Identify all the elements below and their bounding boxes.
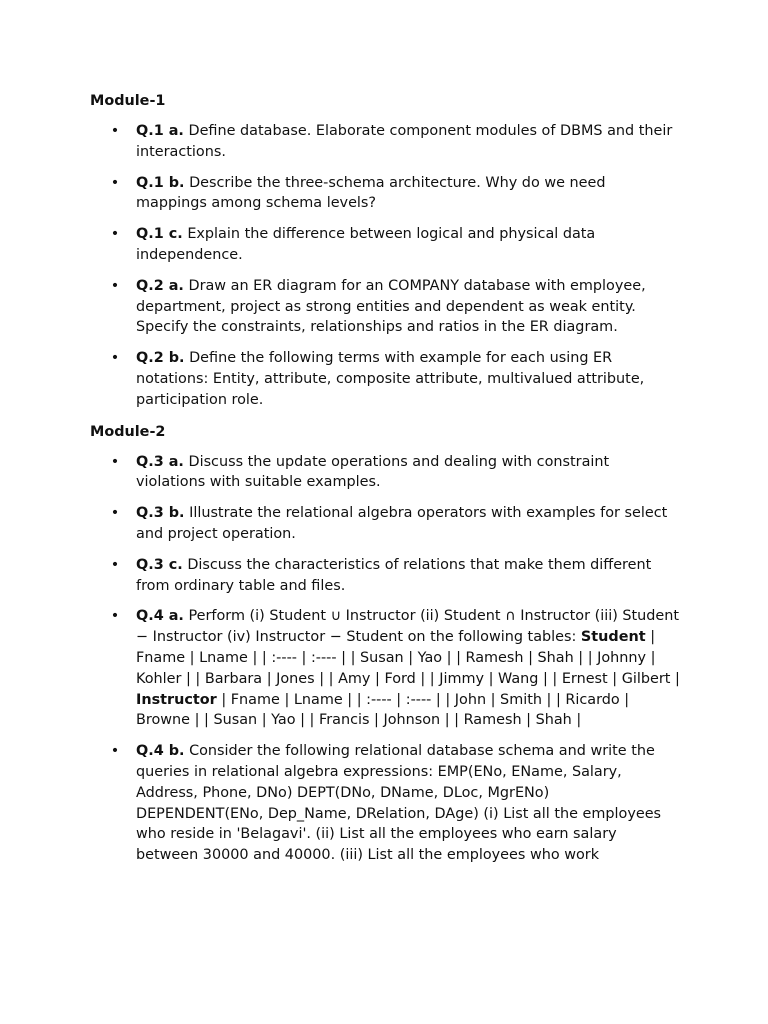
question-id: Q.4 b.: [136, 743, 185, 760]
question-item-q2b: [90, 348, 680, 410]
bullet-icon: •: [110, 743, 120, 760]
question-id: Q.1 b.: [136, 174, 185, 191]
question-text: Define database. Elaborate component modules of DBMS and their interactions.: [136, 123, 673, 160]
question-text: Describe the three-schema architecture. Why do we need mappings among schema levels?: [136, 174, 606, 212]
question-list: [90, 452, 680, 866]
module-1-section: [90, 90, 680, 411]
question-text: Explain the difference between logical and physical data independence.: [136, 226, 596, 263]
question-id: Q.4 a.: [136, 608, 184, 625]
question-text: Discuss the characteristics of relations that make them different from ordinary table and files.: [136, 556, 652, 594]
bullet-icon: •: [110, 556, 120, 573]
question-list: [90, 121, 680, 411]
question-item-q1a: [90, 121, 680, 163]
module-heading: Module-2: [90, 423, 166, 440]
bullet-icon: •: [110, 505, 120, 522]
document-page: [90, 90, 680, 876]
question-item-q3b: [90, 503, 680, 545]
question-text: Consider the following relational database schema and write the queries in relational algebra expressions: EMP(ENo, EName, Salary, Address, Phone, DNo) DEPT(DNo, DName, DLoc, MgrENo) DEPENDENT(ENo, Dep_Name, DRelation, DAge) (i) List all the employees who reside in 'Belagavi'. (ii) List all the employees who earn salary between 30000 and 40000. (iii) List all the employees who work: [136, 743, 662, 864]
bullet-icon: •: [110, 453, 120, 470]
question-id: Q.3 b.: [136, 505, 185, 522]
bullet-icon: •: [110, 350, 120, 367]
question-text: Illustrate the relational algebra operators with examples for select and project operation.: [136, 505, 668, 542]
question-item-q3a: [90, 452, 680, 494]
bullet-icon: •: [110, 277, 120, 294]
question-text: Discuss the update operations and dealing with constraint violations with suitable examples.: [136, 453, 610, 491]
instructor-table-text: | Fname | Lname | | :---- | :---- | | John | Smith | | Ricardo | Browne | | Susan | Yao | | Francis | Johnson | | Ramesh | Shah |: [136, 691, 630, 729]
question-item-q2a: [90, 276, 680, 338]
question-item-q1c: [90, 224, 680, 266]
question-text: Draw an ER diagram for an COMPANY database with employee, department, project as strong entities and dependent as weak entity. Specify the constraints, relationships and ratios in the ER diagram.: [136, 277, 646, 336]
question-text: Define the following terms with example for each using ER notations: Entity, attribute, composite attribute, multivalued attribute, participation role.: [136, 350, 645, 408]
module-2-section: [90, 421, 680, 866]
student-table-label: Student: [580, 629, 646, 646]
module-heading: Module-1: [90, 93, 166, 109]
question-item-q4a: [90, 606, 680, 731]
question-id: Q.1 c.: [136, 226, 183, 243]
bullet-icon: •: [110, 608, 120, 625]
question-item-q3c: [90, 555, 680, 597]
question-item-q4b: [90, 741, 680, 866]
student-table-text: | Fname | Lname | | :---- | :---- | | Susan | Yao | | Ramesh | Shah | | Johnny | Kohler | | Barbara | Jones | | Amy | Ford | | Jimmy | Wang | | Ernest | Gilbert |: [136, 629, 680, 687]
question-id: Q.3 c.: [136, 556, 183, 573]
question-item-q1b: [90, 173, 680, 215]
question-text: Perform (i) Student ∪ Instructor (ii) Student ∩ Instructor (iii) Student − Instructor (iv) Instructor − Student on the following tables:: [136, 608, 680, 646]
question-id: Q.1 a.: [136, 123, 184, 139]
bullet-icon: •: [110, 174, 120, 191]
question-id: Q.2 b.: [136, 350, 185, 367]
instructor-table-label: Instructor: [136, 691, 217, 708]
question-id: Q.3 a.: [136, 453, 184, 470]
bullet-icon: •: [110, 123, 120, 139]
question-id: Q.2 a.: [136, 277, 184, 294]
bullet-icon: •: [110, 226, 120, 243]
